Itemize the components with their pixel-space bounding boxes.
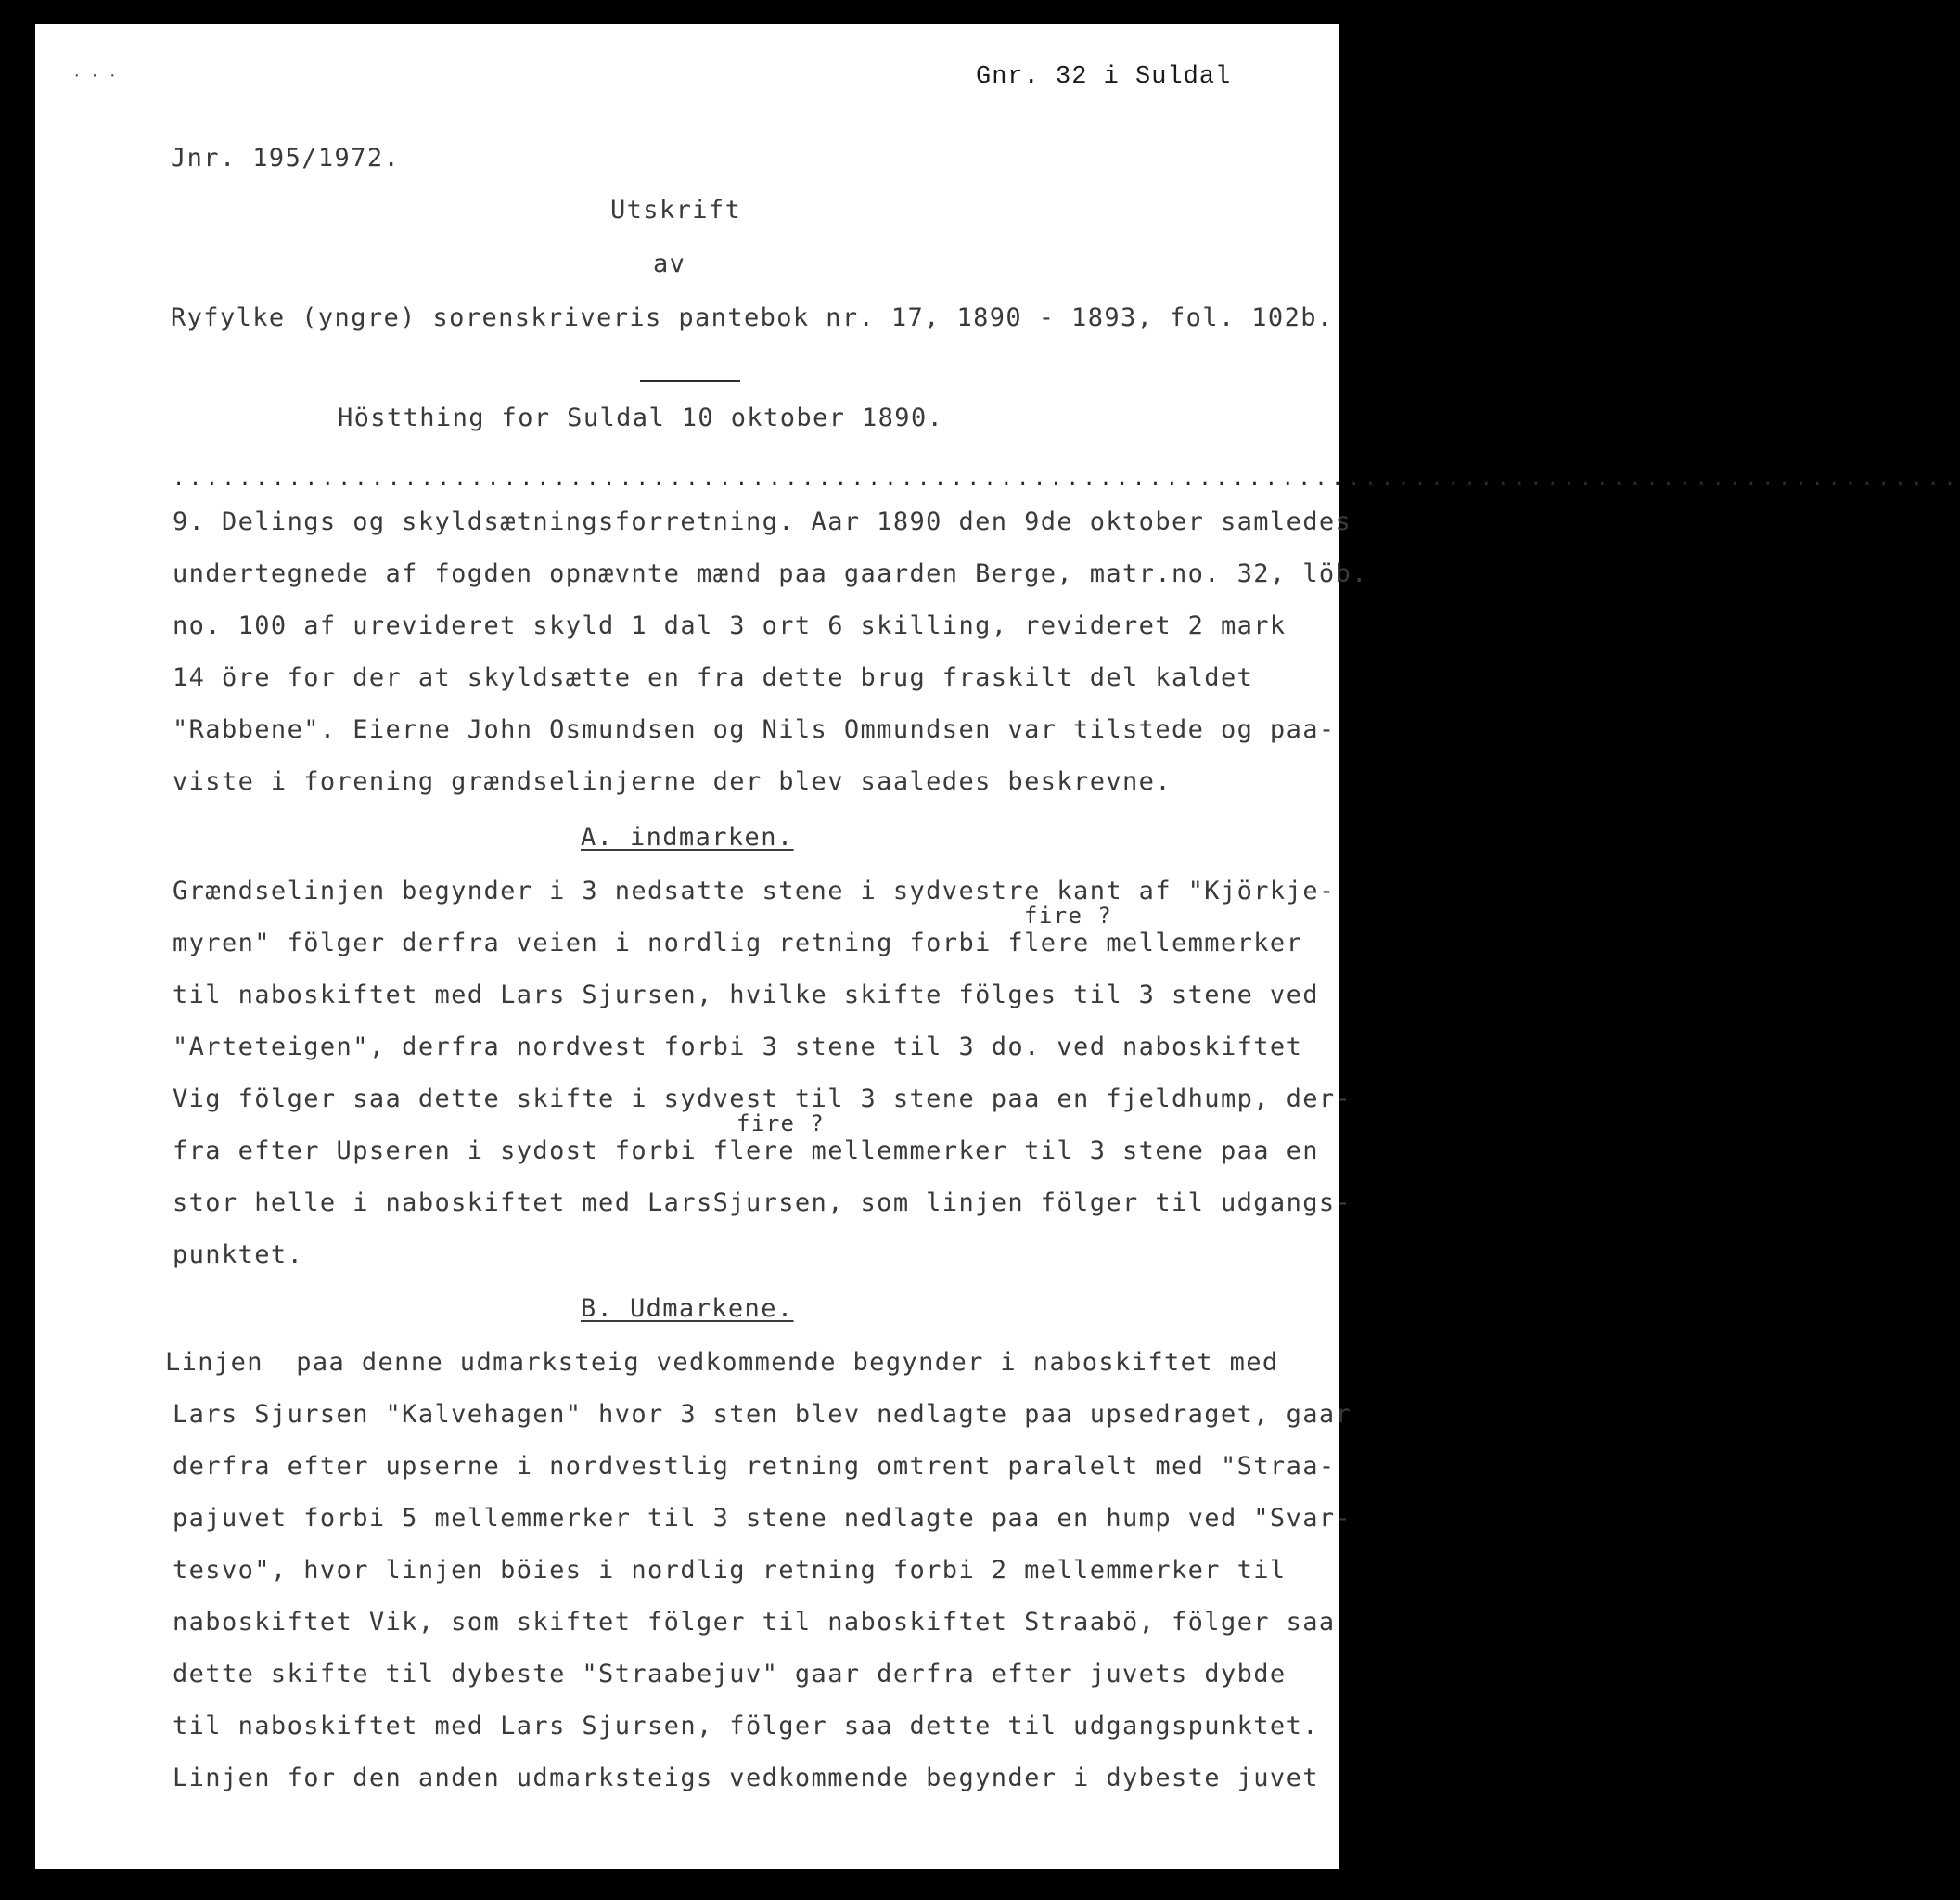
- text-line: viste i forening grændselinjerne der blev saaledes beskrevne.: [173, 767, 1172, 796]
- text-line: Vig fölger saa dette skifte i sydvest til 3 stene paa en fjeldhump, der-: [173, 1085, 1352, 1113]
- margin-annotation: fire ?: [737, 1110, 826, 1136]
- scan-marks: · · ·: [72, 67, 118, 84]
- title-av: av: [653, 250, 686, 278]
- text-line: myren" fölger derfra veien i nordlig retning forbi flere mellemmerker: [173, 929, 1303, 957]
- text-line: Linjen paa denne udmarksteig vedkommende begynder i naboskiftet med: [165, 1348, 1279, 1377]
- text-line: tesvo", hvor linjen böies i nordlig retning forbi 2 mellemmerker til: [173, 1556, 1287, 1585]
- title-utskrift: Utskrift: [610, 196, 742, 225]
- dotted-separator: ............................................................................................................: [173, 468, 1960, 491]
- section-heading-a: A. indmarken.: [581, 823, 794, 852]
- text-line: 14 öre for der at skyldsætte en fra dette brug fraskilt del kaldet: [173, 663, 1254, 692]
- text-line: fra efter Upseren i sydost forbi flere mellemmerker til 3 stene paa en: [173, 1136, 1319, 1165]
- text-line: dette skifte til dybeste "Straabejuv" gaar derfra efter juvets dybde: [173, 1660, 1287, 1688]
- section-heading-b: B. Udmarkene.: [581, 1294, 794, 1323]
- text-line: til naboskiftet med Lars Sjursen, hvilke skifte fölges til 3 stene ved: [173, 981, 1319, 1009]
- journal-number: Jnr. 195/1972.: [171, 144, 401, 173]
- text-line: no. 100 af urevideret skyld 1 dal 3 ort 6 skilling, revideret 2 mark: [173, 611, 1287, 640]
- text-line: undertegnede af fogden opnævnte mænd paa gaarden Berge, matr.no. 32, löb.: [173, 559, 1368, 588]
- text-line: "Rabbene". Eierne John Osmundsen og Nils Ommundsen var tilstede og paa-: [173, 715, 1336, 744]
- title-divider: [640, 380, 740, 382]
- title-source: Ryfylke (yngre) sorenskriveris pantebok nr. 17, 1890 - 1893, fol. 102b.: [171, 303, 1334, 332]
- page-header-reference: Gnr. 32 i Suldal: [976, 63, 1232, 91]
- text-line: Linjen for den anden udmarksteigs vedkommende begynder i dybeste juvet: [173, 1764, 1319, 1792]
- court-session: Höstthing for Suldal 10 oktober 1890.: [338, 404, 944, 432]
- margin-annotation: fire ?: [1024, 903, 1113, 929]
- text-line: pajuvet forbi 5 mellemmerker til 3 stene nedlagte paa en hump ved "Svar-: [173, 1504, 1352, 1533]
- text-line: 9. Delings og skyldsætningsforretning. Aar 1890 den 9de oktober samledes: [173, 507, 1352, 536]
- document-page: [35, 24, 1960, 1869]
- text-line: Lars Sjursen "Kalvehagen" hvor 3 sten blev nedlagte paa upsedraget, gaar: [173, 1400, 1352, 1429]
- text-line: punktet.: [173, 1240, 304, 1269]
- text-line: Grændselinjen begynder i 3 nedsatte stene i sydvestre kant af "Kjörkje-: [173, 877, 1336, 905]
- text-line: til naboskiftet med Lars Sjursen, fölger saa dette til udgangspunktet.: [173, 1712, 1319, 1740]
- text-line: stor helle i naboskiftet med LarsSjursen, som linjen fölger til udgangs-: [173, 1188, 1352, 1217]
- text-line: "Arteteigen", derfra nordvest forbi 3 stene til 3 do. ved naboskiftet: [173, 1033, 1303, 1061]
- text-line: naboskiftet Vik, som skiftet fölger til naboskiftet Straabö, fölger saa: [173, 1608, 1336, 1637]
- text-line: derfra efter upserne i nordvestlig retning omtrent paralelt med "Straa-: [173, 1452, 1336, 1481]
